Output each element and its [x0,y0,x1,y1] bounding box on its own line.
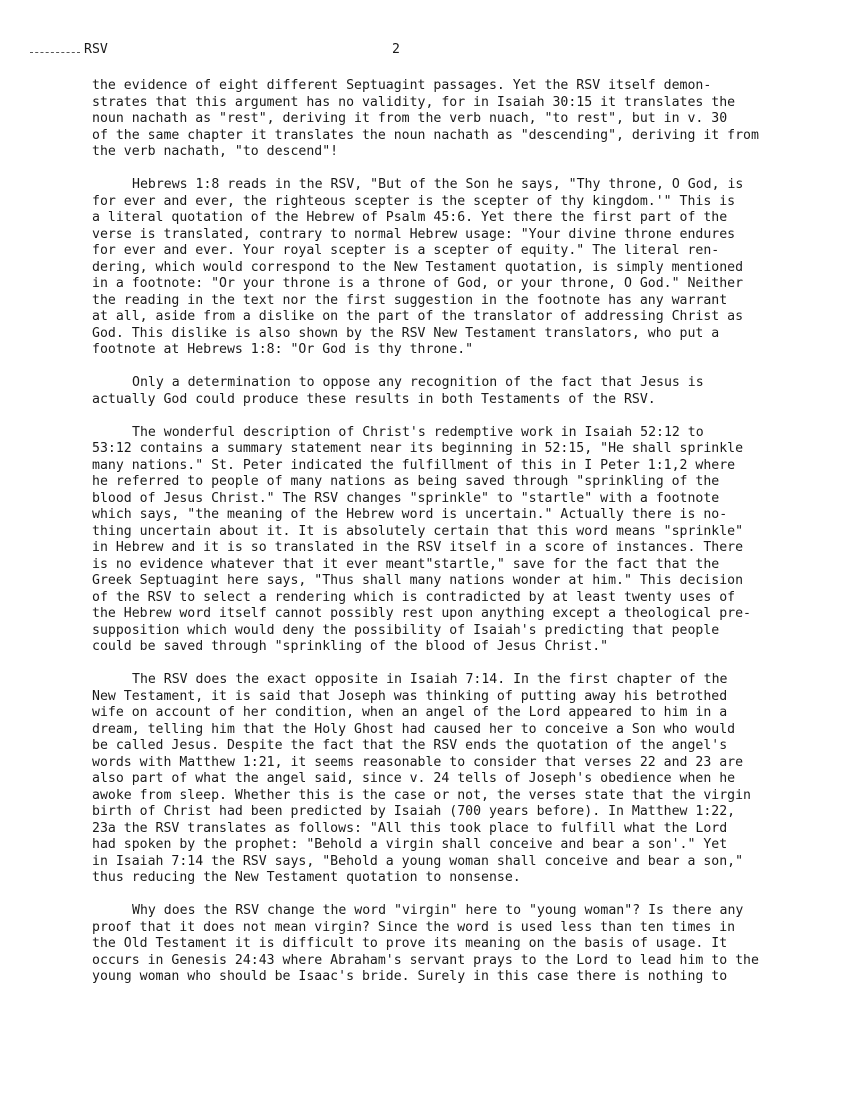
text-line: blood of Jesus Christ." The RSV changes "sprinkle" to "startle" with a footnote [92,490,720,506]
paragraph-1 [92,78,814,161]
text-line: the reading in the text nor the first suggestion in the footnote has any warrant [92,292,728,308]
text-line: Only a determination to oppose any recognition of the fact that Jesus is [132,375,704,390]
text-line: 53:12 contains a summary statement near its beginning in 52:15, "He shall sprinkle [92,441,744,456]
text-line: the verb nachath, "to descend"! [92,144,339,159]
text-line: had spoken by the prophet: "Behold a virgin shall conceive and bear a son'." Yet [92,837,728,852]
text-line: Hebrews 1:8 reads in the RSV, "But of the Son he says, "Thy throne, O God, is [132,177,744,192]
text-line: thing uncertain about it. It is absolutely certain that this word means "sprinkle" [92,523,744,539]
text-line: for ever and ever. Your royal scepter is a scepter of equity." The literal ren- [92,243,720,258]
text-line: words with Matthew 1:21, it seems reasonable to consider that verses 22 and 23 are [92,754,744,770]
page-number: 2 [392,42,400,57]
text-line: Why does the RSV change the word "virgin" here to "young woman"? Is there any [132,903,744,918]
text-line: of the same chapter it translates the noun nachath as "descending", deriving it from [92,127,759,143]
text-line: thus reducing the New Testament quotation to nonsense. [92,870,521,885]
text-line: be called Jesus. Despite the fact that the RSV ends the quotation of the angel's [92,738,728,753]
text-line: The wonderful description of Christ's redemptive work in Isaiah 52:12 to [132,424,704,440]
text-line: The RSV does the exact opposite in Isaiah 7:14. In the first chapter of the [132,672,728,687]
text-line: the Hebrew word itself cannot possibly rest upon anything except a theological pre- [92,606,751,621]
text-line: birth of Christ had been predicted by Isaiah (700 years before). In Matthew 1:22, [92,804,736,819]
page-header [0,42,850,62]
text-line: awoke from sleep. Whether this is the case or not, the verses state that the virgin [92,787,751,803]
header-label: RSV [84,42,108,57]
text-line: proof that it does not mean virgin? Since the word is used less than ten times in [92,919,736,935]
text-line: for ever and ever, the righteous scepter is the scepter of thy kingdom.'" This is [92,193,736,209]
text-line: he referred to people of many nations as being saved through "sprinkling of the [92,474,720,489]
text-line: New Testament, it is said that Joseph was thinking of putting away his betrothed [92,688,728,704]
paragraph-5 [92,672,814,887]
text-line: actually God could produce these results in both Testaments of the RSV. [92,391,656,407]
text-line: dream, telling him that the Holy Ghost had caused her to conceive a Son who would [92,721,736,737]
text-line: noun nachath as "rest", deriving it from the verb nuach, "to rest", but in v. 30 [92,111,728,126]
text-line: could be saved through "sprinkling of the blood of Jesus Christ." [92,639,609,654]
text-line: many nations." St. Peter indicated the fulfillment of this in I Peter 1:1,2 where [92,457,736,473]
text-line: occurs in Genesis 24:43 where Abraham's servant prays to the Lord to lead him to the [92,952,759,968]
text-line: the evidence of eight different Septuagint passages. Yet the RSV itself demon- [92,78,712,93]
text-line: Greek Septuagint here says, "Thus shall many nations wonder at him." This decision [92,573,744,588]
text-line: supposition which would deny the possibility of Isaiah's predicting that people [92,622,720,638]
text-line: young woman who should be Isaac's bride. Surely in this case there is nothing to [92,969,728,984]
paragraph-6 [92,903,814,986]
document-body [92,78,814,1002]
text-line: in a footnote: "Or your throne is a throne of God, or your throne, O God." Neither [92,276,744,291]
text-line: 23a the RSV translates as follows: "All this took place to fulfill what the Lord [92,820,728,836]
text-line: God. This dislike is also shown by the RSV New Testament translators, who put a [92,325,720,341]
text-line: the Old Testament it is difficult to prove its meaning on the basis of usage. It [92,936,728,951]
text-line: of the RSV to select a rendering which is contradicted by at least twenty uses of [92,589,736,605]
text-line: a literal quotation of the Hebrew of Psalm 45:6. Yet there the first part of the [92,210,728,225]
text-line: strates that this argument has no validity, for in Isaiah 30:15 it translates the [92,94,736,110]
text-line: dering, which would correspond to the New Testament quotation, is simply mentioned [92,259,744,275]
text-line: at all, aside from a dislike on the part of the translator of addressing Christ as [92,309,744,324]
text-line: verse is translated, contrary to normal Hebrew usage: "Your divine throne endures [92,226,736,242]
paragraph-4 [92,425,814,656]
text-line: which says, "the meaning of the Hebrew word is uncertain." Actually there is no- [92,507,728,522]
text-line: also part of what the angel said, since v. 24 tells of Joseph's obedience when he [92,771,736,786]
header-mark [30,52,80,55]
text-line: in Hebrew and it is so translated in the RSV itself in a score of instances. There [92,540,744,555]
paragraph-2 [92,177,814,359]
paragraph-3 [92,375,814,408]
text-line: is no evidence whatever that it ever meant"startle," save for the fact that the [92,556,720,572]
text-line: wife on account of her condition, when an angel of the Lord appeared to him in a [92,705,728,720]
text-line: in Isaiah 7:14 the RSV says, "Behold a young woman shall conceive and bear a son," [92,853,744,869]
text-line: footnote at Hebrews 1:8: "Or God is thy throne." [92,342,474,357]
